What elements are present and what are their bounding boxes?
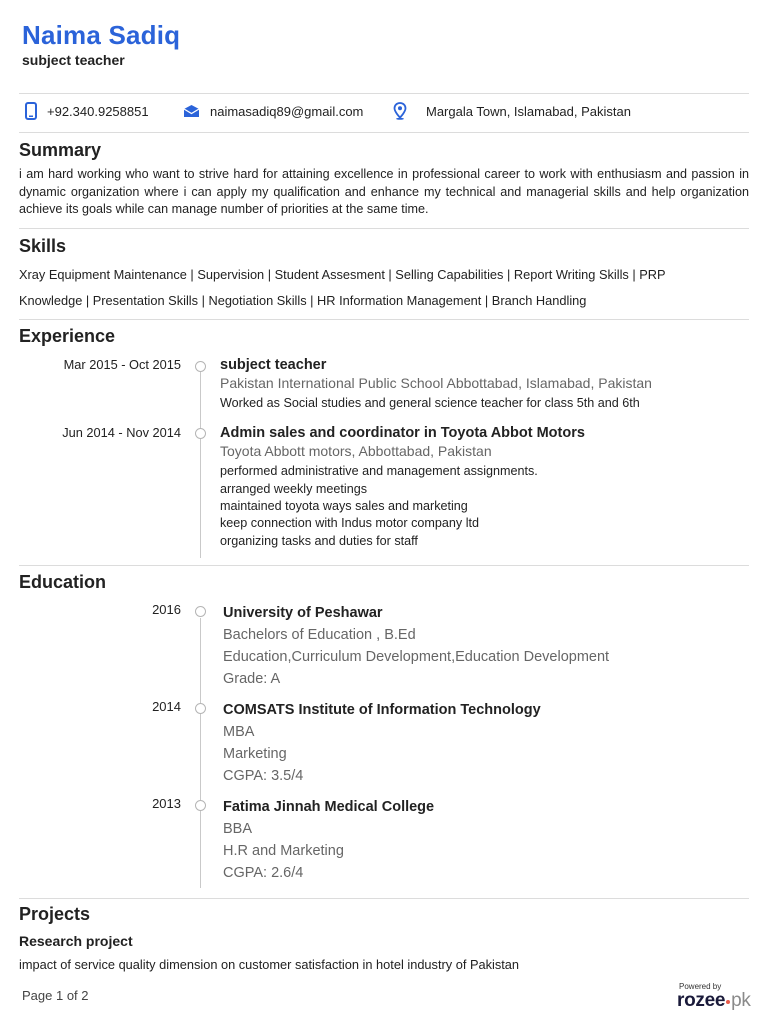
brand-main: rozee bbox=[677, 990, 726, 1011]
education-timeline bbox=[200, 618, 201, 888]
timeline-dot bbox=[195, 703, 206, 714]
timeline-dot bbox=[195, 361, 206, 372]
education-degree: BBA bbox=[223, 821, 253, 837]
experience-date: Jun 2014 - Nov 2014 bbox=[62, 425, 181, 440]
education-year: 2014 bbox=[152, 699, 181, 714]
skills-text: Xray Equipment Maintenance | Supervision | Student Assesment | Selling Capabilities | Report Writing Skills | PRP Knowledge | Presentation Skills | Negotiation Skills | HR Information Management | Branch Handling bbox=[19, 267, 666, 308]
project-description: impact of service quality dimension on customer satisfaction in hotel industry of Pakistan bbox=[19, 957, 520, 972]
education-grade: Grade: A bbox=[223, 671, 281, 687]
phone-text: +92.340.9258851 bbox=[47, 103, 149, 119]
education-school: University of Peshawar bbox=[223, 605, 383, 621]
experience-line: organizing tasks and duties for staff bbox=[220, 534, 418, 548]
education-year: 2016 bbox=[152, 602, 181, 617]
phone-icon bbox=[25, 102, 37, 120]
education-field: Education,Curriculum Development,Education Development bbox=[223, 649, 610, 665]
page-number: Page 1 of 2 bbox=[22, 988, 89, 1003]
brand-dot-icon bbox=[726, 1000, 730, 1004]
divider bbox=[19, 565, 749, 566]
experience-timeline bbox=[200, 372, 201, 558]
education-grade: CGPA: 3.5/4 bbox=[223, 768, 304, 784]
map-pin-icon bbox=[393, 102, 407, 120]
experience-title: Admin sales and coordinator in Toyota Abbot Motors bbox=[220, 425, 585, 441]
location-text: Margala Town, Islamabad, Pakistan bbox=[426, 103, 631, 119]
brand-suffix: pk bbox=[731, 990, 751, 1011]
divider bbox=[19, 319, 749, 320]
divider bbox=[19, 898, 749, 899]
experience-company: Pakistan International Public School Abbottabad, Islamabad, Pakistan bbox=[220, 375, 652, 391]
education-field: H.R and Marketing bbox=[223, 843, 344, 859]
education-degree: MBA bbox=[223, 724, 255, 740]
experience-line: keep connection with Indus motor company ltd bbox=[220, 516, 480, 530]
experience-company: Toyota Abbott motors, Abbottabad, Pakistan bbox=[220, 443, 492, 459]
education-grade: CGPA: 2.6/4 bbox=[223, 865, 304, 881]
experience-heading: Experience bbox=[19, 326, 116, 346]
experience-line: maintained toyota ways sales and marketing bbox=[220, 499, 468, 513]
timeline-dot bbox=[195, 606, 206, 617]
experience-line: performed administrative and management assignments. bbox=[220, 464, 538, 478]
education-school: COMSATS Institute of Information Technology bbox=[223, 702, 541, 718]
summary-heading: Summary bbox=[19, 140, 102, 160]
candidate-subtitle: subject teacher bbox=[22, 52, 125, 68]
experience-title: subject teacher bbox=[220, 357, 327, 373]
experience-date: Mar 2015 - Oct 2015 bbox=[63, 357, 181, 372]
envelope-icon bbox=[183, 104, 200, 118]
divider bbox=[19, 93, 749, 94]
divider bbox=[19, 132, 749, 133]
timeline-dot bbox=[195, 428, 206, 439]
summary-text: i am hard working who want to strive hard for attaining excellence in professional career to work with enthusiasm and passion in dynamic organization where i can apply my qualification and enhance my technical and managerial skills and help organization achieve its goals while can manage number of priorities at the same time. bbox=[19, 167, 749, 216]
education-degree: Bachelors of Education , B.Ed bbox=[223, 627, 416, 643]
powered-by-label: Powered by bbox=[679, 982, 722, 991]
email-text: naimasadiq89@gmail.com bbox=[210, 103, 364, 119]
education-field: Marketing bbox=[223, 746, 287, 762]
experience-line: Worked as Social studies and general science teacher for class 5th and 6th bbox=[220, 396, 640, 410]
contact-phone[interactable] bbox=[25, 96, 149, 126]
projects-heading: Projects bbox=[19, 904, 91, 924]
contact-location[interactable] bbox=[393, 96, 631, 126]
skills-heading: Skills bbox=[19, 236, 67, 256]
project-title: Research project bbox=[19, 933, 133, 949]
candidate-name: Naima Sadiq bbox=[22, 20, 181, 50]
contact-row bbox=[19, 96, 749, 126]
divider bbox=[19, 228, 749, 229]
education-school: Fatima Jinnah Medical College bbox=[223, 799, 435, 815]
contact-email[interactable] bbox=[183, 96, 363, 126]
education-heading: Education bbox=[19, 572, 107, 592]
experience-line: arranged weekly meetings bbox=[220, 482, 368, 496]
timeline-dot bbox=[195, 800, 206, 811]
education-year: 2013 bbox=[152, 796, 181, 811]
rozee-logo[interactable] bbox=[677, 990, 751, 1012]
